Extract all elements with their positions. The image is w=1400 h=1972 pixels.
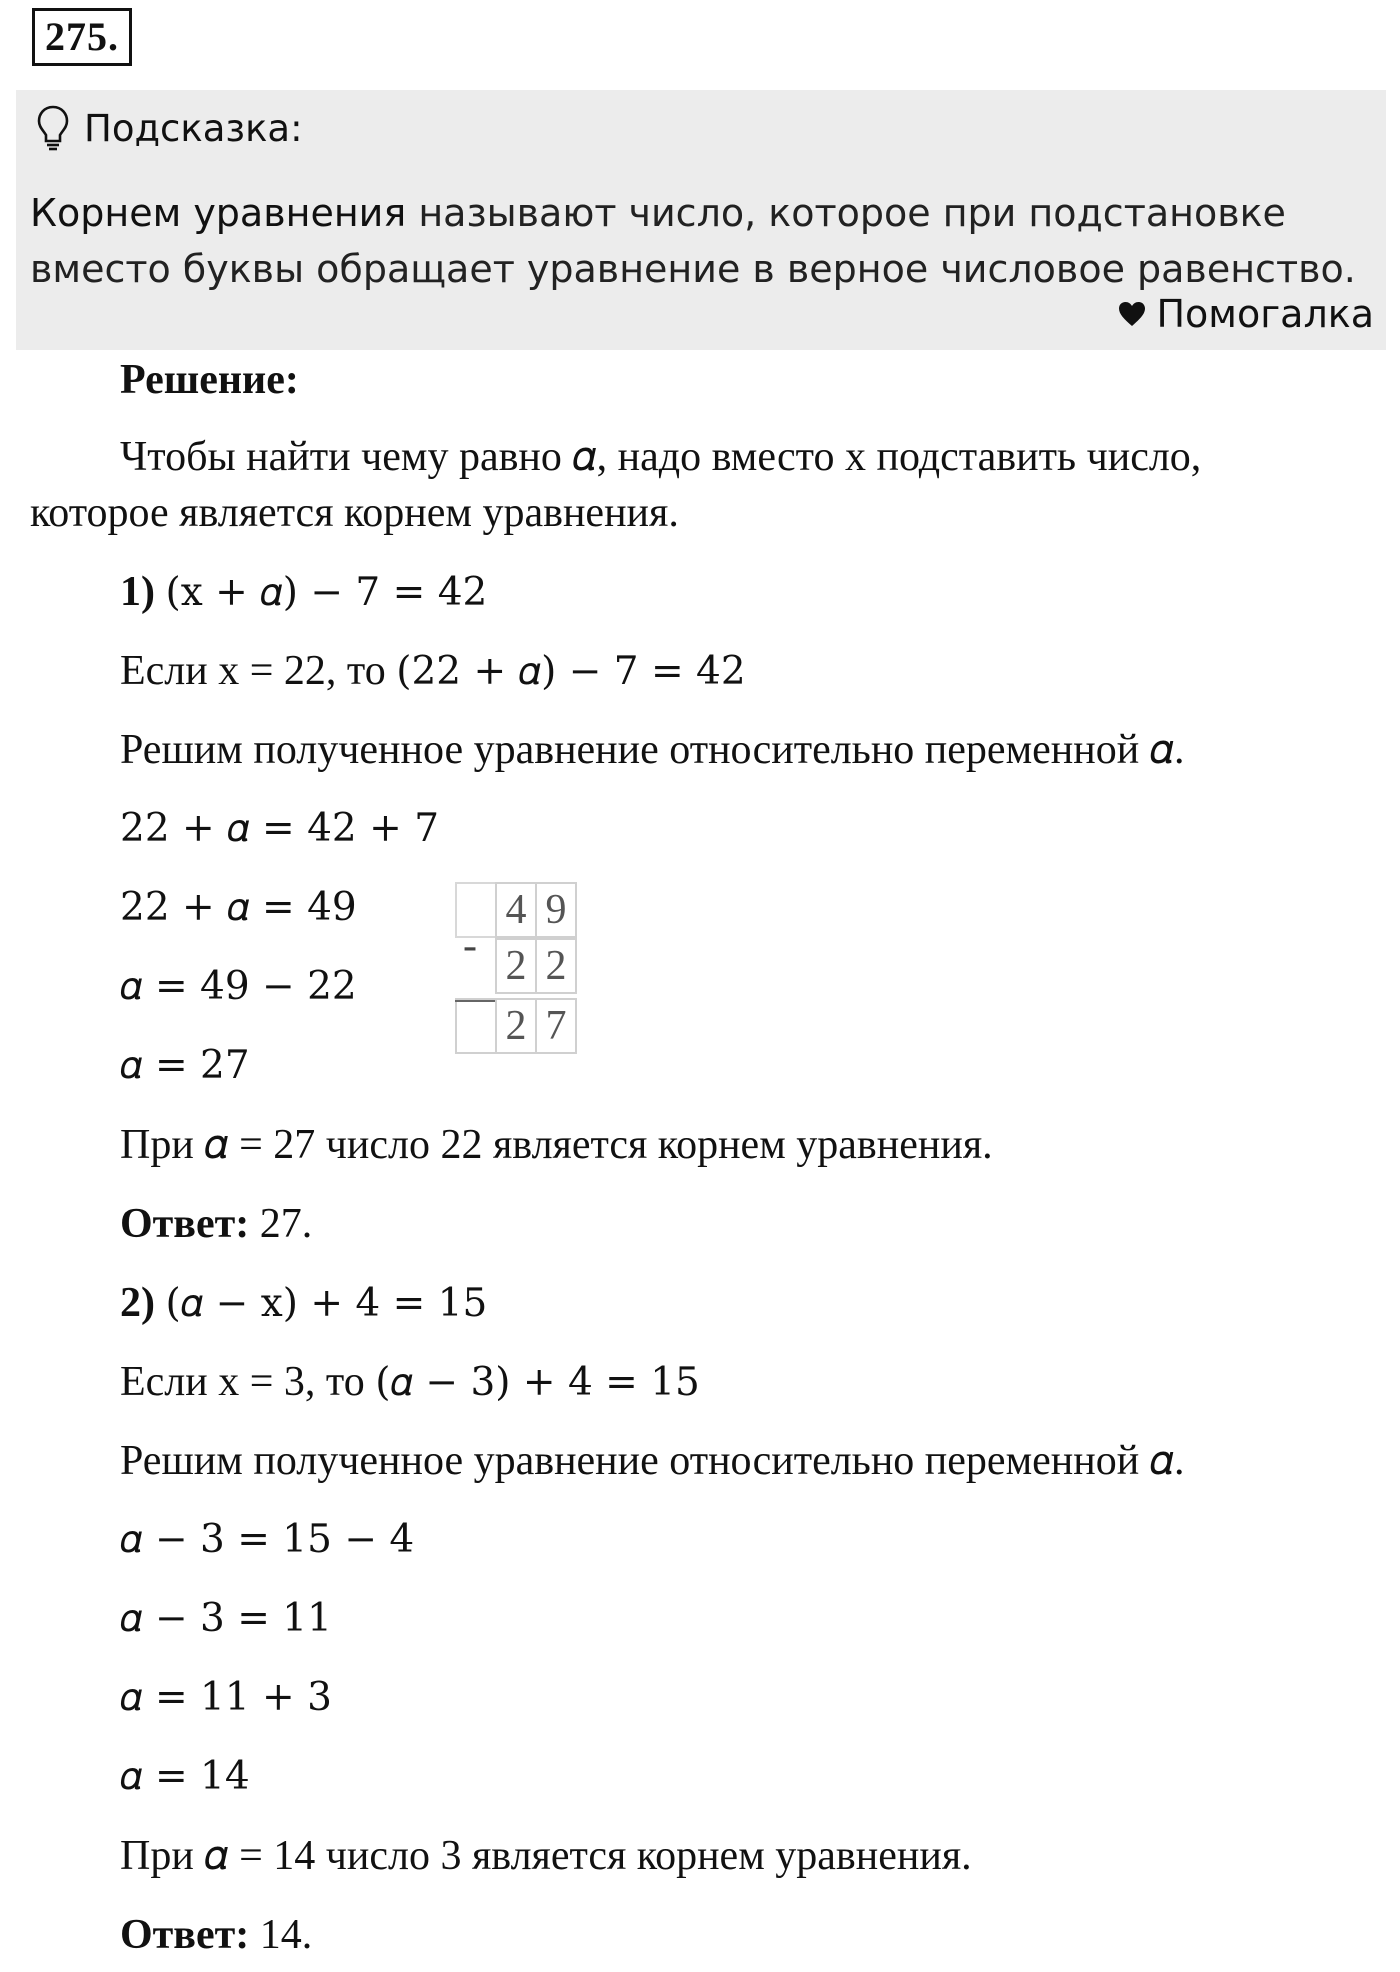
part1-step-4: 𝛼 = 27 <box>120 1043 250 1088</box>
part2-equation <box>120 1278 487 1329</box>
column-subtraction <box>455 882 575 1058</box>
part2-label: 2) <box>120 1280 155 1326</box>
lightbulb-icon <box>36 104 70 152</box>
part1-label: 1) <box>120 569 155 615</box>
column-underline <box>455 1000 495 1002</box>
column-cell: 9 <box>535 882 577 938</box>
hint-text <box>30 185 1370 297</box>
column-cell: 2 <box>535 938 577 994</box>
part2-step-3: 𝛼 = 11 + 3 <box>120 1675 332 1720</box>
part1-substitution <box>120 646 746 697</box>
part2-step-1: 𝛼 − 3 = 15 − 4 <box>120 1517 415 1562</box>
part1-equation <box>120 567 487 618</box>
part1-substitution-words: Если x = 22, то <box>120 648 397 694</box>
part2-equation-math: (𝛼 − x) + 4 = 15 <box>165 1281 488 1326</box>
part1-answer <box>120 1199 312 1249</box>
hint-title: Подсказка: <box>84 106 303 150</box>
hint-text-line1: называют число, которое при подстановке <box>406 191 1286 235</box>
intro-line-2: которое является корнем уравнения. <box>30 490 679 536</box>
part2-step-2: 𝛼 − 3 = 11 <box>120 1596 332 1641</box>
credit-label: Помогалка <box>1156 292 1374 336</box>
part1-answer-value: 27. <box>249 1201 313 1247</box>
hint-box <box>16 90 1386 350</box>
solution-heading: Решение: <box>120 357 299 403</box>
part2-substitution-math: (𝛼 − 3) + 4 = 15 <box>375 1360 700 1405</box>
part2-answer <box>120 1910 312 1960</box>
part1-conclusion: При 𝛼 = 27 число 22 является корнем уравнения. <box>120 1122 993 1168</box>
part2-substitution-words: Если x = 3, то <box>120 1359 376 1405</box>
column-cell: 2 <box>495 998 537 1054</box>
part1-answer-label: Ответ: <box>120 1201 250 1247</box>
part2-answer-label: Ответ: <box>120 1912 250 1958</box>
credit <box>1118 292 1374 336</box>
hint-term: Корнем уравнения <box>30 191 407 235</box>
part1-step-2: 22 + 𝛼 = 49 <box>120 885 357 930</box>
column-cell: 2 <box>495 938 537 994</box>
heart-icon <box>1118 301 1146 327</box>
part1-equation-math: (x + 𝛼) − 7 = 42 <box>165 570 488 615</box>
part1-step-1: 22 + 𝛼 = 42 + 7 <box>120 806 440 851</box>
column-cell: 4 <box>495 882 537 938</box>
part2-conclusion: При 𝛼 = 14 число 3 является корнем уравнения. <box>120 1833 972 1879</box>
column-minus-sign: - <box>463 923 477 969</box>
column-cell-blank <box>455 998 497 1054</box>
column-cell: 7 <box>535 998 577 1054</box>
part2-solve-text: Решим полученное уравнение относительно переменной 𝛼. <box>120 1438 1185 1484</box>
intro-line-1: Чтобы найти чему равно 𝛼, надо вместо x подставить число, <box>120 434 1202 480</box>
part1-solve-text: Решим полученное уравнение относительно переменной 𝛼. <box>120 727 1185 773</box>
part1-step-3: 𝛼 = 49 − 22 <box>120 964 357 1009</box>
hint-text-line2: вместо буквы обращает уравнение в верное числовое равенство. <box>30 247 1356 291</box>
hint-header <box>36 98 303 158</box>
task-number: 275. <box>32 8 132 66</box>
part2-substitution <box>120 1357 700 1408</box>
part2-step-4: 𝛼 = 14 <box>120 1754 250 1799</box>
part1-substitution-math: (22 + 𝛼) − 7 = 42 <box>396 649 746 694</box>
part2-answer-value: 14. <box>249 1912 313 1958</box>
